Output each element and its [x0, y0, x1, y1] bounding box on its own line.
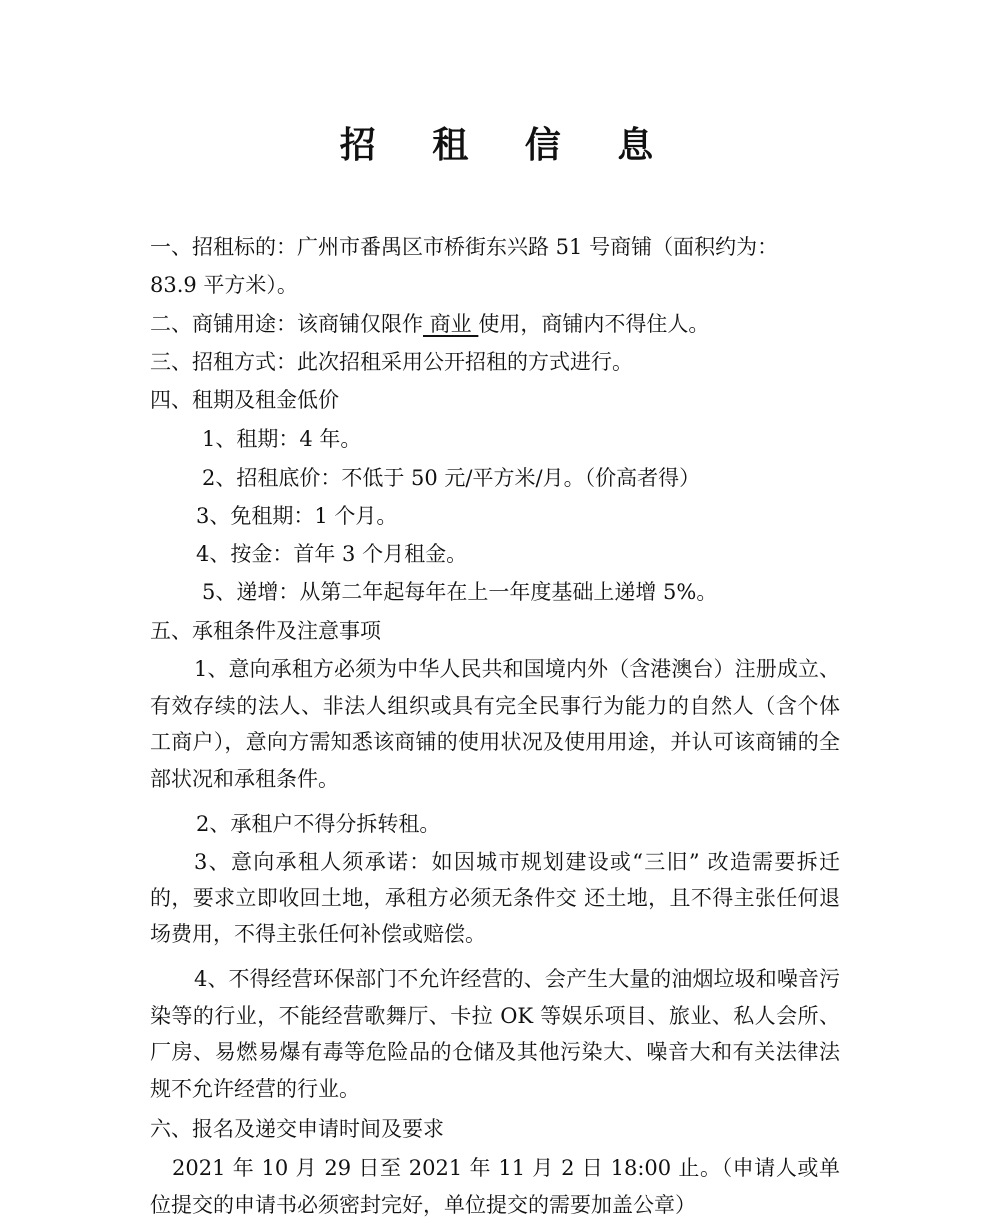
section-4-item-5: 5、递增：从第二年起每年在上一年度基础上递增 5%。	[202, 580, 718, 604]
section-2	[150, 305, 850, 343]
section-4-item-2: 2、招租底价：不低于 50 元/平方米/月。（价高者得）	[202, 466, 701, 490]
section-5-paragraph-3: 3、意向承租人须承诺：如因城市规划建设或“三旧” 改造需要拆迁的，要求立即收回土地，承租方必须无条件交 还土地，且不得主张任何退场费用，不得主张任何补偿或赔偿。	[150, 850, 840, 946]
section-5-paragraph-4: 4、不得经营环保部门不允许经营的、会产生大量的油烟垃圾和噪音污染等的行业，不能经营歌舞厅、卡拉 OK 等娱乐项目、旅业、私人会所、厂房、易燃易爆有毒等危险品的仓储及其他污染大、噪音大和有关法律法规不允许经营的行业。	[150, 967, 840, 1101]
section-1-line-2: 83.9 平方米）。	[150, 273, 298, 297]
section-2-suffix: 使用，商铺内不得住人。	[478, 312, 710, 336]
section-4-heading: 四、租期及租金低价	[150, 388, 339, 412]
section-6-paragraph-1: 2021 年 10 月 29 日至 2021 年 11 月 2 日 18:00 止。（申请人或单位提交的申请书必须密封完好，单位提交的需要加盖公章）	[150, 1156, 840, 1217]
section-1-line-1: 一、招租标的：广州市番禺区市桥街东兴路 51 号商铺（面积约为：	[150, 235, 779, 259]
section-4-item-3: 3、免租期：1 个月。	[196, 504, 398, 528]
page-title: 招 租 信 息	[339, 125, 676, 166]
section-5-heading: 五、承租条件及注意事项	[150, 619, 381, 643]
section-5-paragraph-2: 2、承租户不得分拆转租。	[196, 812, 441, 836]
section-4-item-1: 1、租期：4 年。	[202, 427, 362, 451]
section-5-paragraph-1: 1、意向承租方必须为中华人民共和国境内外（含港澳台）注册成立、有效存续的法人、非法人组织或具有完全民事行为能力的自然人（含个体工商户），意向方需知悉该商铺的使用状况及使用用途，并认可该商铺的全部状况和承租条件。	[150, 657, 840, 791]
section-4-item-4: 4、按金：首年 3 个月租金。	[196, 542, 468, 566]
section-3: 三、招租方式：此次招租采用公开招租的方式进行。	[150, 350, 633, 374]
section-6-heading: 六、报名及递交申请时间及要求	[150, 1117, 444, 1141]
section-2-prefix: 二、商铺用途：该商铺仅限作	[150, 312, 423, 336]
usage-value: 商业	[423, 312, 479, 336]
